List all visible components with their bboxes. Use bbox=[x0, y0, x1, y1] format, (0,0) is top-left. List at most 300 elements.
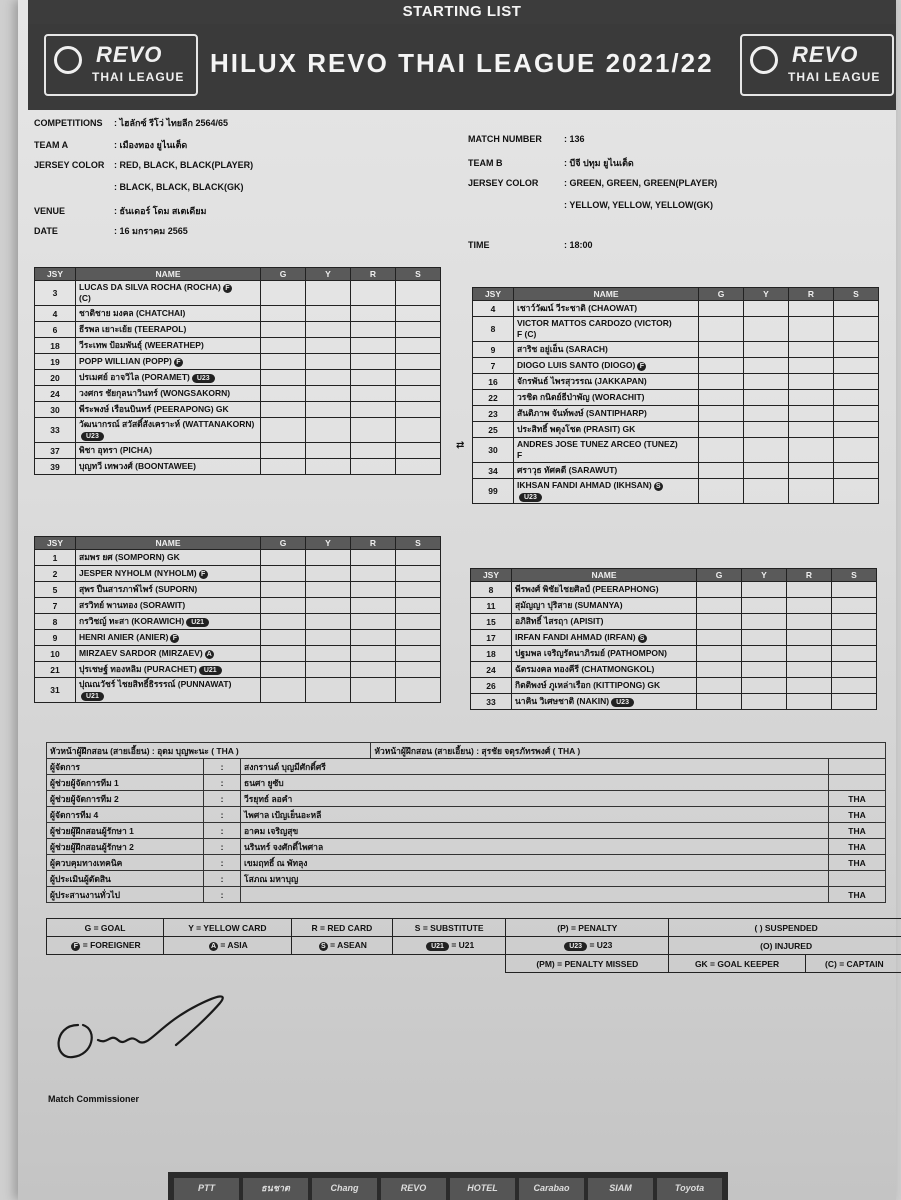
staff-name: โสภณ มหาบุญ bbox=[241, 871, 829, 887]
player-row bbox=[35, 566, 441, 582]
stat-cell bbox=[306, 443, 351, 459]
stat-cell bbox=[351, 550, 396, 566]
player-name bbox=[76, 550, 261, 566]
player-jersey: 16 bbox=[473, 374, 514, 390]
player-row bbox=[473, 422, 879, 438]
player-row bbox=[35, 646, 441, 662]
player-name-text: MIRZAEV SARDOR (MIRZAEV) bbox=[79, 648, 203, 658]
stat-cell bbox=[744, 438, 789, 463]
stat-cell bbox=[396, 386, 441, 402]
player-jersey: 3 bbox=[35, 281, 76, 306]
staff-nationality bbox=[829, 871, 886, 887]
stat-cell bbox=[396, 614, 441, 630]
player-jersey: 6 bbox=[35, 322, 76, 338]
stat-cell bbox=[396, 566, 441, 582]
date-row: DATE : 16 มกราคม 2565 bbox=[34, 226, 188, 236]
staff-name: นรินทร์ จงศักดิ์ไพศาล bbox=[241, 839, 829, 855]
player-name bbox=[76, 322, 261, 338]
player-jersey: 30 bbox=[473, 438, 514, 463]
commissioner-signature bbox=[48, 985, 248, 1075]
col-r: R bbox=[351, 268, 396, 281]
player-row bbox=[471, 662, 877, 678]
player-jersey: 18 bbox=[471, 646, 512, 662]
stat-cell bbox=[306, 370, 351, 386]
stat-cell bbox=[697, 646, 742, 662]
stat-cell bbox=[351, 402, 396, 418]
stat-cell bbox=[789, 317, 834, 342]
stat-cell bbox=[787, 630, 832, 646]
stat-cell bbox=[742, 662, 787, 678]
stat-cell bbox=[306, 630, 351, 646]
stat-cell bbox=[697, 694, 742, 710]
stat-cell bbox=[789, 374, 834, 390]
staff-name: อาคม เจริญสุข bbox=[241, 823, 829, 839]
col-jsy: JSY bbox=[35, 537, 76, 550]
stat-cell bbox=[742, 598, 787, 614]
stat-cell bbox=[742, 694, 787, 710]
stat-cell bbox=[744, 374, 789, 390]
col-name: NAME bbox=[76, 268, 261, 281]
player-name-text: ANDRES JOSE TUNEZ ARCEO (TUNEZ) bbox=[517, 439, 678, 449]
player-name bbox=[76, 354, 261, 370]
stat-cell bbox=[351, 354, 396, 370]
legend-subst: S = SUBSTITUTE bbox=[393, 919, 506, 937]
player-name bbox=[514, 406, 699, 422]
col-s: S bbox=[832, 569, 877, 582]
player-name-text: HENRI ANIER (ANIER) bbox=[79, 632, 169, 642]
player-name bbox=[76, 678, 261, 703]
team-a-jersey-row: JERSEY COLOR : RED, BLACK, BLACK(PLAYER) bbox=[34, 160, 254, 170]
logo-revo-text: REVO bbox=[792, 42, 859, 67]
competition-row: COMPETITIONS : ไฮลักซ์ รีโว่ ไทยลีก 2564/65 bbox=[34, 118, 229, 128]
staff-nationality: THA bbox=[829, 887, 886, 903]
player-jersey: 19 bbox=[35, 354, 76, 370]
player-name-text: ประสิทธิ์ พดุงโชต (PRASIT) GK bbox=[517, 424, 636, 434]
player-name bbox=[512, 630, 697, 646]
stat-cell bbox=[306, 598, 351, 614]
player-name-text: JESPER NYHOLM (NYHOLM) bbox=[79, 568, 197, 578]
stat-cell bbox=[697, 582, 742, 598]
player-name-text: IRFAN FANDI AHMAD (IRFAN) bbox=[515, 632, 636, 642]
player-name bbox=[512, 662, 697, 678]
legend-asia: A = ASIA bbox=[164, 937, 292, 955]
staff-nationality bbox=[829, 775, 886, 791]
stat-cell bbox=[744, 342, 789, 358]
player-name bbox=[512, 646, 697, 662]
staff-row bbox=[47, 871, 886, 887]
player-name-text: ปฐมพล เจริญรัตนาภิรมย์ (PATHOMPON) bbox=[515, 648, 667, 658]
col-name: NAME bbox=[514, 288, 699, 301]
stat-cell bbox=[306, 550, 351, 566]
legend-suspended: ( ) SUSPENDED bbox=[669, 919, 901, 937]
u21-badge: U21 bbox=[426, 942, 449, 951]
stat-cell bbox=[834, 317, 879, 342]
stat-cell bbox=[787, 598, 832, 614]
stat-cell bbox=[832, 646, 877, 662]
head-coach-b: หัวหน้าผู้ฝึกสอน (สายเอี้ยน) : สุรชัย จตุรภัทรพงศ์ ( THA ) bbox=[371, 743, 886, 759]
stat-cell bbox=[351, 370, 396, 386]
stat-cell bbox=[306, 386, 351, 402]
stat-cell bbox=[261, 386, 306, 402]
stat-cell bbox=[306, 646, 351, 662]
staff-role: ผู้ช่วยผู้จัดการทีม 2 bbox=[47, 791, 204, 807]
player-age-badge: U23 bbox=[192, 374, 215, 383]
stat-cell bbox=[834, 438, 879, 463]
stat-cell bbox=[351, 306, 396, 322]
player-row bbox=[35, 630, 441, 646]
stat-cell bbox=[396, 338, 441, 354]
player-name bbox=[76, 646, 261, 662]
stat-cell bbox=[351, 630, 396, 646]
stat-cell bbox=[351, 418, 396, 443]
stat-cell bbox=[351, 443, 396, 459]
roster-header bbox=[473, 288, 879, 301]
stat-cell bbox=[261, 354, 306, 370]
stat-cell bbox=[396, 662, 441, 678]
player-row bbox=[473, 390, 879, 406]
player-name-text: พิชา อุทรา (PICHA) bbox=[79, 445, 153, 455]
stat-cell bbox=[261, 614, 306, 630]
player-name-text: ศราวุธ ทัศคดี (SARAWUT) bbox=[517, 465, 618, 475]
head-coach-a: หัวหน้าผู้ฝึกสอน (สายเอี้ยน) : อุดม บุญพะนะ ( THA ) bbox=[47, 743, 371, 759]
stat-cell bbox=[351, 678, 396, 703]
player-jersey: 24 bbox=[471, 662, 512, 678]
player-name-text: ปุณณวัชร์ ไชยสิทธิ์ธิรรรณ์ (PUNNAWAT) bbox=[79, 679, 232, 689]
stat-cell bbox=[396, 402, 441, 418]
stat-cell bbox=[306, 459, 351, 475]
player-note: (C) bbox=[79, 293, 91, 303]
player-name bbox=[76, 306, 261, 322]
player-row bbox=[35, 386, 441, 402]
col-y: Y bbox=[306, 268, 351, 281]
logo-league-text: THAI LEAGUE bbox=[92, 70, 185, 84]
stat-cell bbox=[789, 438, 834, 463]
stat-cell bbox=[742, 582, 787, 598]
player-row bbox=[471, 630, 877, 646]
staff-head-row bbox=[47, 743, 886, 759]
stat-cell bbox=[832, 662, 877, 678]
stat-cell bbox=[306, 402, 351, 418]
player-row bbox=[471, 598, 877, 614]
stat-cell bbox=[351, 598, 396, 614]
player-jersey: 24 bbox=[35, 386, 76, 402]
player-row bbox=[35, 281, 441, 306]
stat-cell bbox=[789, 390, 834, 406]
staff-colon: : bbox=[204, 775, 241, 791]
player-age-badge: U23 bbox=[611, 698, 634, 707]
player-jersey: 34 bbox=[473, 463, 514, 479]
col-r: R bbox=[351, 537, 396, 550]
stat-cell bbox=[744, 317, 789, 342]
player-badge-icon: S bbox=[654, 482, 663, 491]
stat-cell bbox=[351, 566, 396, 582]
team-a-subs-table bbox=[34, 536, 441, 703]
u23-badge: U23 bbox=[564, 942, 587, 951]
player-row bbox=[35, 614, 441, 630]
player-name-text: สมพร ยศ (SOMPORN) GK bbox=[79, 552, 180, 562]
player-badge-icon: S bbox=[638, 634, 647, 643]
staff-row bbox=[47, 807, 886, 823]
stat-cell bbox=[261, 459, 306, 475]
stat-cell bbox=[261, 418, 306, 443]
player-name bbox=[512, 678, 697, 694]
document-title: STARTING LIST bbox=[28, 0, 896, 24]
stat-cell bbox=[787, 678, 832, 694]
staff-role: ผู้ประสานงานทั่วไป bbox=[47, 887, 204, 903]
player-name bbox=[514, 301, 699, 317]
staff-colon: : bbox=[204, 807, 241, 823]
col-g: G bbox=[699, 288, 744, 301]
stat-cell bbox=[396, 550, 441, 566]
team-b-starting-table bbox=[472, 287, 879, 504]
col-jsy: JSY bbox=[473, 288, 514, 301]
stat-cell bbox=[699, 358, 744, 374]
logo-revo-text: REVO bbox=[96, 42, 163, 67]
player-age-badge: U23 bbox=[519, 493, 542, 502]
staff-row bbox=[47, 759, 886, 775]
roster-header bbox=[35, 537, 441, 550]
stat-cell bbox=[261, 402, 306, 418]
player-name bbox=[76, 402, 261, 418]
stat-cell bbox=[261, 646, 306, 662]
stat-cell bbox=[742, 630, 787, 646]
sponsor-logo: Toyota bbox=[657, 1178, 722, 1200]
staff-colon: : bbox=[204, 823, 241, 839]
staff-name: ธนศา ยูซับ bbox=[241, 775, 829, 791]
stat-cell bbox=[306, 418, 351, 443]
legend-table bbox=[46, 918, 901, 973]
player-row bbox=[35, 598, 441, 614]
stat-cell bbox=[789, 358, 834, 374]
player-name bbox=[76, 566, 261, 582]
col-g: G bbox=[261, 537, 306, 550]
player-row bbox=[473, 463, 879, 479]
player-row bbox=[35, 459, 441, 475]
venue-row: VENUE : ธันเดอร์ โดม สเตเดียม bbox=[34, 206, 207, 216]
player-badge-icon: F bbox=[174, 358, 183, 367]
player-jersey: 2 bbox=[35, 566, 76, 582]
player-name-text: จักรพันธ์ ไพรสุวรรณ (JAKKAPAN) bbox=[517, 376, 647, 386]
stat-cell bbox=[699, 463, 744, 479]
player-name-text: LUCAS DA SILVA ROCHA (ROCHA) bbox=[79, 282, 221, 292]
player-row bbox=[35, 370, 441, 386]
stat-cell bbox=[396, 306, 441, 322]
stat-cell bbox=[744, 463, 789, 479]
stat-cell bbox=[396, 281, 441, 306]
legend-red: R = RED CARD bbox=[291, 919, 392, 937]
football-icon bbox=[750, 46, 778, 74]
staff-role: ผู้ช่วยผู้จัดการทีม 1 bbox=[47, 775, 204, 791]
player-row bbox=[35, 338, 441, 354]
legend-penalty-missed: (PM) = PENALTY MISSED bbox=[506, 955, 669, 973]
player-row bbox=[471, 694, 877, 710]
stat-cell bbox=[351, 614, 396, 630]
staff-name: สงกรานต์ บุญมีศักดิ์ศรี bbox=[241, 759, 829, 775]
player-row bbox=[471, 646, 877, 662]
stat-cell bbox=[396, 646, 441, 662]
player-row bbox=[35, 418, 441, 443]
stat-cell bbox=[787, 614, 832, 630]
team-b-jersey-row: JERSEY COLOR : GREEN, GREEN, GREEN(PLAYER) bbox=[468, 178, 718, 188]
stat-cell bbox=[832, 630, 877, 646]
stat-cell bbox=[834, 342, 879, 358]
player-name-text: กรวิชญ์ ทะสา (KORAWICH) bbox=[79, 616, 185, 626]
stat-cell bbox=[351, 582, 396, 598]
staff-colon: : bbox=[204, 871, 241, 887]
player-name bbox=[514, 479, 699, 504]
stat-cell bbox=[787, 582, 832, 598]
stat-cell bbox=[699, 301, 744, 317]
player-jersey: 99 bbox=[473, 479, 514, 504]
col-y: Y bbox=[744, 288, 789, 301]
stat-cell bbox=[699, 479, 744, 504]
player-name-text: สุพร ปืนสารภาพ์ไพร์ (SUPORN) bbox=[79, 584, 198, 594]
stat-cell bbox=[261, 281, 306, 306]
legend-u21: U21 = U21 bbox=[393, 937, 506, 955]
stat-cell bbox=[744, 422, 789, 438]
staff-role: ผู้ช่วยผู้ฝึกสอนผู้รักษา 2 bbox=[47, 839, 204, 855]
stat-cell bbox=[834, 390, 879, 406]
staff-role: ผู้จัดการทีม 4 bbox=[47, 807, 204, 823]
player-name-text: นาคิน วิเศษชาติ (NAKIN) bbox=[515, 696, 610, 706]
stat-cell bbox=[306, 338, 351, 354]
staff-nationality: THA bbox=[829, 807, 886, 823]
player-jersey: 37 bbox=[35, 443, 76, 459]
stat-cell bbox=[787, 694, 832, 710]
player-row bbox=[35, 354, 441, 370]
player-age-badge: U21 bbox=[199, 666, 222, 675]
stat-cell bbox=[789, 479, 834, 504]
player-name-text: วัฒนากรณ์ สวัสดิ์สังเคราะห์ (WATTANAKORN) bbox=[79, 419, 255, 429]
stat-cell bbox=[261, 338, 306, 354]
player-row bbox=[471, 582, 877, 598]
player-jersey: 7 bbox=[473, 358, 514, 374]
player-jersey: 33 bbox=[35, 418, 76, 443]
stat-cell bbox=[261, 370, 306, 386]
stat-cell bbox=[834, 406, 879, 422]
staff-colon: : bbox=[204, 887, 241, 903]
player-name-text: วงศกร ชัยกุลนาวินทร์ (WONGSAKORN) bbox=[79, 388, 231, 398]
col-y: Y bbox=[306, 537, 351, 550]
player-name-text: กิตติพงษ์ ภูเหล่าเรือก (KITTIPONG) GK bbox=[515, 680, 661, 690]
legend-penalty: (P) = PENALTY bbox=[506, 919, 669, 937]
player-name-text: VICTOR MATTOS CARDOZO (VICTOR) bbox=[517, 318, 672, 328]
player-badge-icon: F bbox=[223, 284, 232, 293]
stat-cell bbox=[306, 678, 351, 703]
player-name bbox=[514, 358, 699, 374]
player-row bbox=[35, 662, 441, 678]
sponsor-logo: HOTEL bbox=[450, 1178, 515, 1200]
player-jersey: 20 bbox=[35, 370, 76, 386]
stat-cell bbox=[351, 459, 396, 475]
staff-name: ไพศาล เป้ญเย็นอะหลี bbox=[241, 807, 829, 823]
stat-cell bbox=[832, 582, 877, 598]
sponsor-logo: SIAM bbox=[588, 1178, 653, 1200]
player-row bbox=[473, 438, 879, 463]
player-name-text: วีระเทพ ป้อมพันธุ์ (WEERATHEP) bbox=[79, 340, 204, 350]
roster-header bbox=[471, 569, 877, 582]
player-jersey: 25 bbox=[473, 422, 514, 438]
staff-row bbox=[47, 775, 886, 791]
col-name: NAME bbox=[512, 569, 697, 582]
staff-nationality: THA bbox=[829, 839, 886, 855]
staff-name: วีรยุทธ์ ลอคำ bbox=[241, 791, 829, 807]
staff-row bbox=[47, 823, 886, 839]
player-name-text: ธีรพล เยาะเย้ย (TEERAPOL) bbox=[79, 324, 187, 334]
player-name bbox=[76, 386, 261, 402]
player-age-badge: U23 bbox=[81, 432, 104, 441]
player-jersey: 18 bbox=[35, 338, 76, 354]
player-name-text: ปรเมศย์ อาจวิไล (PORAMET) bbox=[79, 372, 190, 382]
player-jersey: 5 bbox=[35, 582, 76, 598]
player-name bbox=[76, 459, 261, 475]
legend-gk: GK = GOAL KEEPER bbox=[669, 955, 805, 973]
player-jersey: 9 bbox=[473, 342, 514, 358]
stat-cell bbox=[351, 646, 396, 662]
col-g: G bbox=[697, 569, 742, 582]
stat-cell bbox=[351, 281, 396, 306]
col-r: R bbox=[789, 288, 834, 301]
stat-cell bbox=[744, 406, 789, 422]
stat-cell bbox=[834, 479, 879, 504]
sponsor-strip bbox=[168, 1172, 728, 1200]
player-name bbox=[76, 614, 261, 630]
stat-cell bbox=[744, 358, 789, 374]
staff-nationality: THA bbox=[829, 855, 886, 871]
stat-cell bbox=[742, 678, 787, 694]
player-name-text: เชาว์วัฒน์ วีระชาติ (CHAOWAT) bbox=[517, 303, 638, 313]
player-jersey: 39 bbox=[35, 459, 76, 475]
player-name-text: DIOGO LUIS SANTO (DIOGO) bbox=[517, 360, 636, 370]
stat-cell bbox=[306, 566, 351, 582]
roster-header bbox=[35, 268, 441, 281]
player-row bbox=[471, 678, 877, 694]
stat-cell bbox=[261, 550, 306, 566]
player-badge-icon: F bbox=[637, 362, 646, 371]
player-jersey: 31 bbox=[35, 678, 76, 703]
league-title: HILUX REVO THAI LEAGUE 2021/22 bbox=[210, 48, 714, 78]
stat-cell bbox=[351, 662, 396, 678]
player-row bbox=[473, 317, 879, 342]
player-name-text: สาริช อยู่เย็น (SARACH) bbox=[517, 344, 608, 354]
team-b-jersey-gk: : YELLOW, YELLOW, YELLOW(GK) bbox=[564, 200, 714, 210]
player-badge-icon: F bbox=[199, 570, 208, 579]
stat-cell bbox=[306, 582, 351, 598]
league-logo-left bbox=[44, 34, 198, 96]
player-badge-icon: F bbox=[170, 634, 179, 643]
stat-cell bbox=[832, 614, 877, 630]
stat-cell bbox=[699, 438, 744, 463]
stat-cell bbox=[834, 422, 879, 438]
player-row bbox=[473, 406, 879, 422]
player-name-text: อภิสิทธิ์ ไสรฤา (APISIT) bbox=[515, 616, 604, 626]
player-note: F (C) bbox=[517, 329, 537, 339]
stat-cell bbox=[789, 301, 834, 317]
foreigner-icon: F bbox=[71, 942, 80, 951]
stat-cell bbox=[396, 678, 441, 703]
commissioner-label: Match Commissioner bbox=[48, 1094, 140, 1104]
player-name bbox=[514, 463, 699, 479]
stat-cell bbox=[306, 662, 351, 678]
player-row bbox=[473, 374, 879, 390]
col-s: S bbox=[396, 268, 441, 281]
stat-cell bbox=[306, 614, 351, 630]
player-name bbox=[76, 582, 261, 598]
stat-cell bbox=[787, 646, 832, 662]
player-row bbox=[35, 550, 441, 566]
legend-goal: G = GOAL bbox=[47, 919, 164, 937]
player-row bbox=[473, 301, 879, 317]
